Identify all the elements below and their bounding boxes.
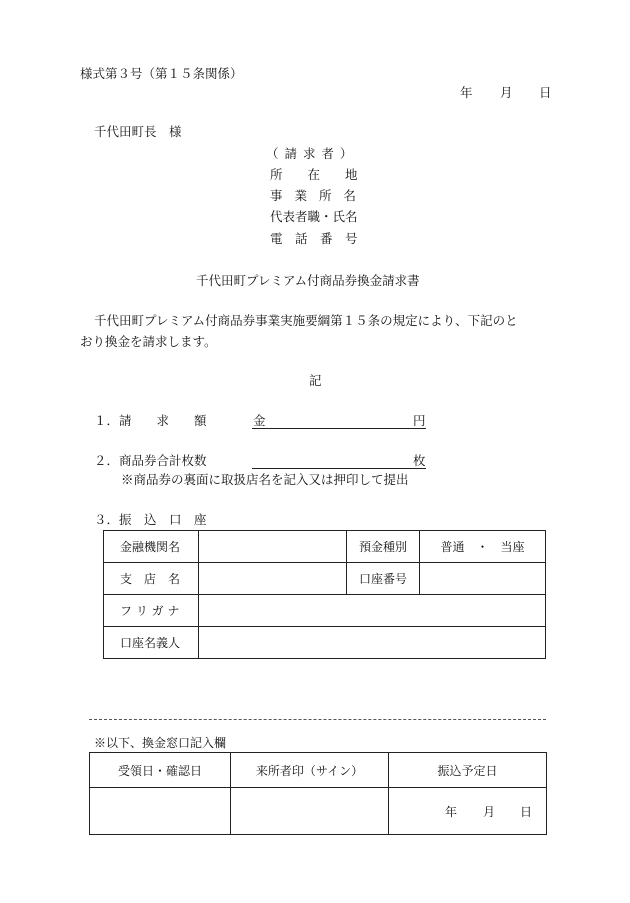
- item2-note: ※商品券の裏面に取扱店名を記入又は押印して提出: [121, 472, 409, 487]
- ki-heading: 記: [309, 373, 322, 388]
- branch-label: 支 店 名: [104, 563, 199, 595]
- requester-heading: （ 請 求 者 ）: [266, 146, 354, 161]
- date-day: 日: [539, 85, 552, 100]
- table-row: [90, 788, 547, 835]
- branch-field[interactable]: [199, 563, 347, 595]
- visitor-seal-field[interactable]: [231, 788, 389, 835]
- bank-account-table: [103, 530, 546, 659]
- bank-name-field[interactable]: [199, 531, 347, 563]
- table-row: [90, 753, 547, 788]
- date-year: 年: [460, 85, 473, 100]
- item1-suffix: 円: [413, 413, 426, 428]
- cut-line-divider: [89, 719, 546, 720]
- transfer-date-year: 年: [445, 805, 458, 819]
- received-date-field[interactable]: [90, 788, 231, 835]
- account-number-field[interactable]: [420, 563, 546, 595]
- requester-representative-label: 代表者職・氏名: [270, 209, 358, 224]
- account-number-label: 口座番号: [347, 563, 420, 595]
- document-title: 千代田町プレミアム付商品券換金請求書: [196, 273, 420, 288]
- deposit-type-label: 預金種別: [347, 531, 420, 563]
- transfer-date-field[interactable]: [389, 788, 547, 835]
- date-month: 月: [500, 85, 513, 100]
- bank-name-label: 金融機関名: [104, 531, 199, 563]
- furigana-field[interactable]: [199, 595, 546, 627]
- count-input-line[interactable]: [252, 468, 426, 469]
- form-number: 様式第３号（第１５条関係）: [80, 66, 243, 81]
- table-row: [104, 563, 546, 595]
- requester-phone-label: 電 話 番 号: [270, 231, 358, 246]
- receipt-table: [89, 752, 547, 835]
- visitor-seal-header: 来所者印（サイン）: [231, 753, 389, 788]
- body-line-1: 千代田町プレミアム付商品券事業実施要綱第１５条の規定により、下記のと: [94, 313, 518, 328]
- deposit-type-options[interactable]: 普通 ・ 当座: [420, 531, 546, 563]
- body-line-2: おり換金を請求します。: [80, 334, 217, 349]
- addressee: 千代田町長 様: [94, 124, 182, 139]
- received-date-header: 受領日・確認日: [90, 753, 231, 788]
- item1-prefix: 金: [253, 413, 266, 428]
- table-row: [104, 531, 546, 563]
- account-holder-field[interactable]: [199, 627, 546, 659]
- transfer-date-month: 月: [483, 805, 496, 819]
- table-row: [104, 595, 546, 627]
- item2-suffix: 枚: [413, 453, 426, 468]
- furigana-label: フ リ ガ ナ: [104, 595, 199, 627]
- item2-label: ２．商品券合計枚数: [94, 453, 207, 468]
- requester-office-label: 事 業 所 名: [270, 188, 360, 203]
- requester-address-label: 所 在 地: [270, 167, 358, 182]
- transfer-date-day: 日: [520, 805, 533, 819]
- account-holder-label: 口座名義人: [104, 627, 199, 659]
- office-use-note: ※以下、換金窓口記入欄: [94, 736, 227, 750]
- transfer-date-header: 振込予定日: [389, 753, 547, 788]
- table-row: [104, 627, 546, 659]
- amount-input-line[interactable]: [252, 428, 426, 429]
- item3-label: ３．振 込 口 座: [94, 512, 207, 527]
- item1-label: １．請 求 額: [94, 413, 207, 428]
